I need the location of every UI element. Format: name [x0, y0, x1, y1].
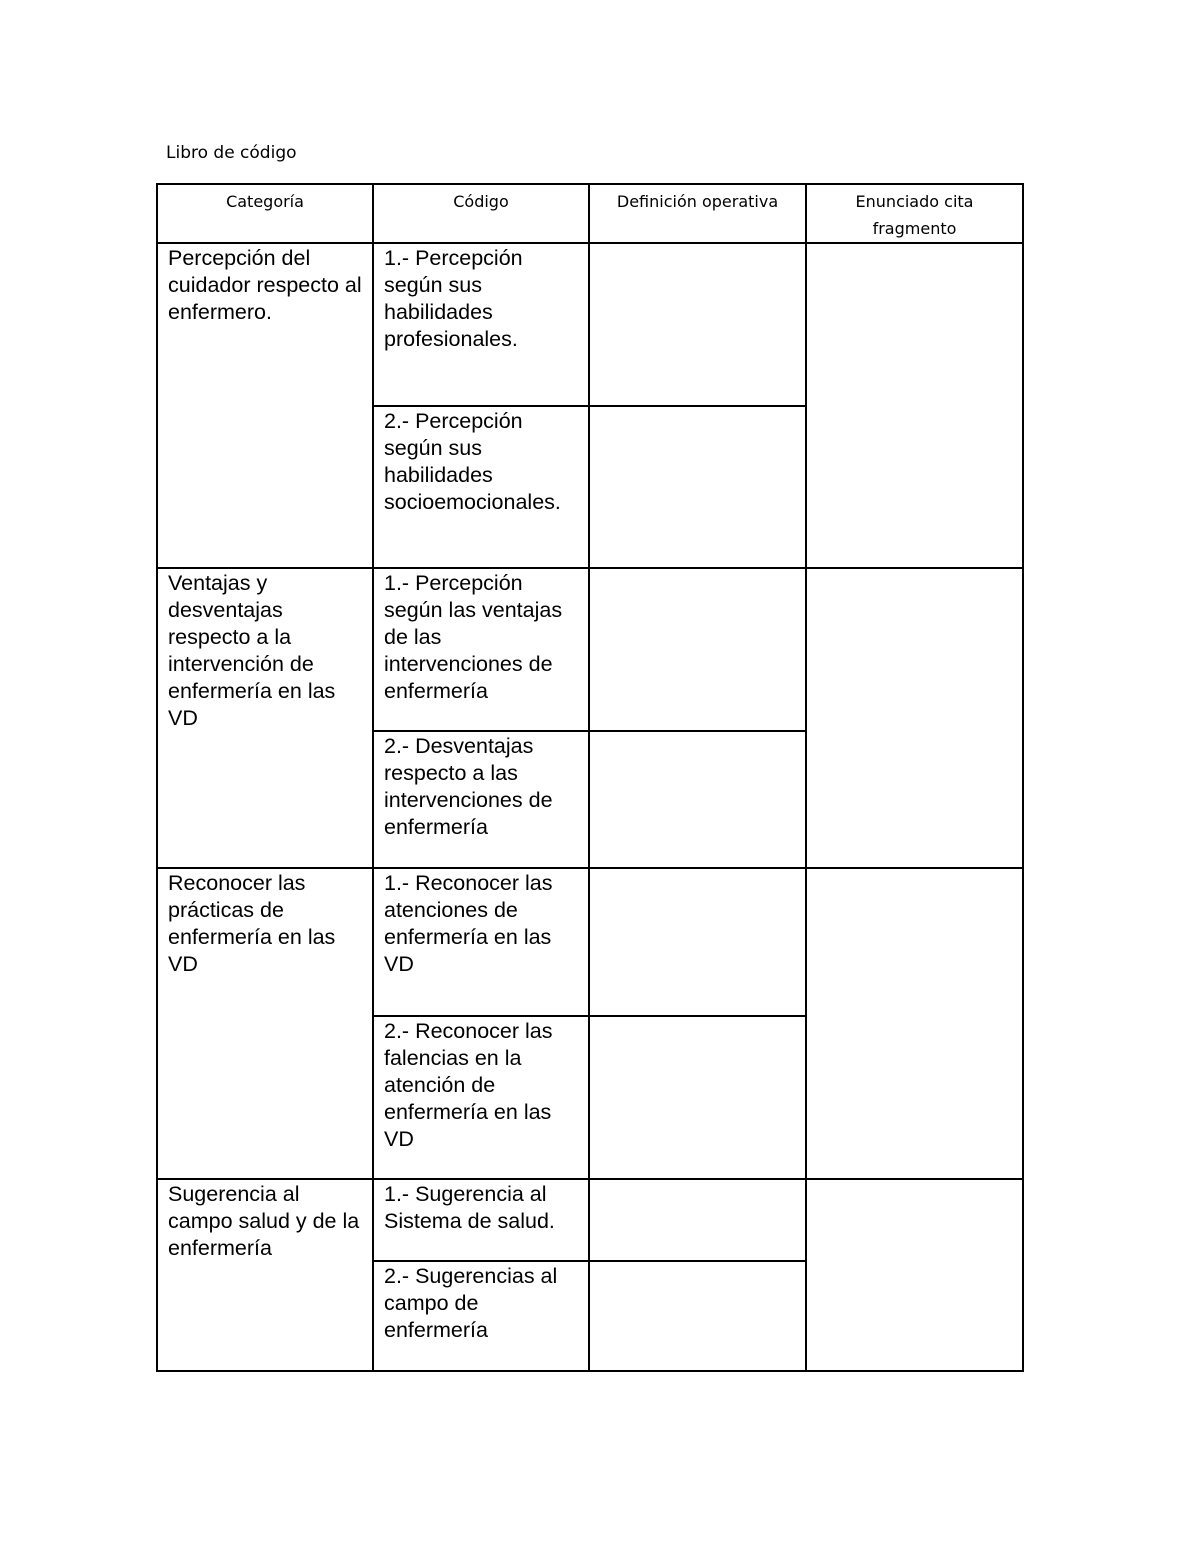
code-cell: 1.- Reconocer las atenciones de enfermería en las VD — [373, 868, 589, 1016]
definition-cell — [589, 868, 806, 1016]
category-cell: Reconocer las prácticas de enfermería en las VD — [157, 868, 373, 1179]
header-definicion-operativa: Definición operativa — [589, 184, 806, 243]
header-categoria: Categoría — [157, 184, 373, 243]
quote-cell — [806, 568, 1023, 868]
codebook-table — [156, 183, 1024, 1372]
code-cell: 2.- Percepción según sus habilidades socioemocionales. — [373, 406, 589, 568]
quote-cell — [806, 1179, 1023, 1371]
table-row — [157, 868, 1023, 1016]
code-cell: 1.- Percepción según las ventajas de las intervenciones de enfermería — [373, 568, 589, 731]
quote-cell — [806, 868, 1023, 1179]
definition-cell — [589, 406, 806, 568]
category-cell: Sugerencia al campo salud y de la enfermería — [157, 1179, 373, 1371]
header-codigo: Código — [373, 184, 589, 243]
definition-cell — [589, 1179, 806, 1261]
definition-cell — [589, 1261, 806, 1371]
header-enunciado-cita-fragmento: Enunciado cita fragmento — [806, 184, 1023, 243]
definition-cell — [589, 731, 806, 868]
definition-cell — [589, 243, 806, 406]
category-cell: Percepción del cuidador respecto al enfermero. — [157, 243, 373, 568]
table-row — [157, 1179, 1023, 1261]
table-row — [157, 568, 1023, 731]
table-row — [157, 243, 1023, 406]
quote-cell — [806, 243, 1023, 568]
code-cell: 2.- Reconocer las falencias en la atención de enfermería en las VD — [373, 1016, 589, 1179]
definition-cell — [589, 568, 806, 731]
header-row — [157, 184, 1023, 243]
document-title: Libro de código — [166, 143, 297, 163]
category-cell: Ventajas y desventajas respecto a la intervención de enfermería en las VD — [157, 568, 373, 868]
code-cell: 2.- Sugerencias al campo de enfermería — [373, 1261, 589, 1371]
definition-cell — [589, 1016, 806, 1179]
code-cell: 1.- Sugerencia al Sistema de salud. — [373, 1179, 589, 1261]
code-cell: 2.- Desventajas respecto a las intervenciones de enfermería — [373, 731, 589, 868]
code-cell: 1.- Percepción según sus habilidades profesionales. — [373, 243, 589, 406]
